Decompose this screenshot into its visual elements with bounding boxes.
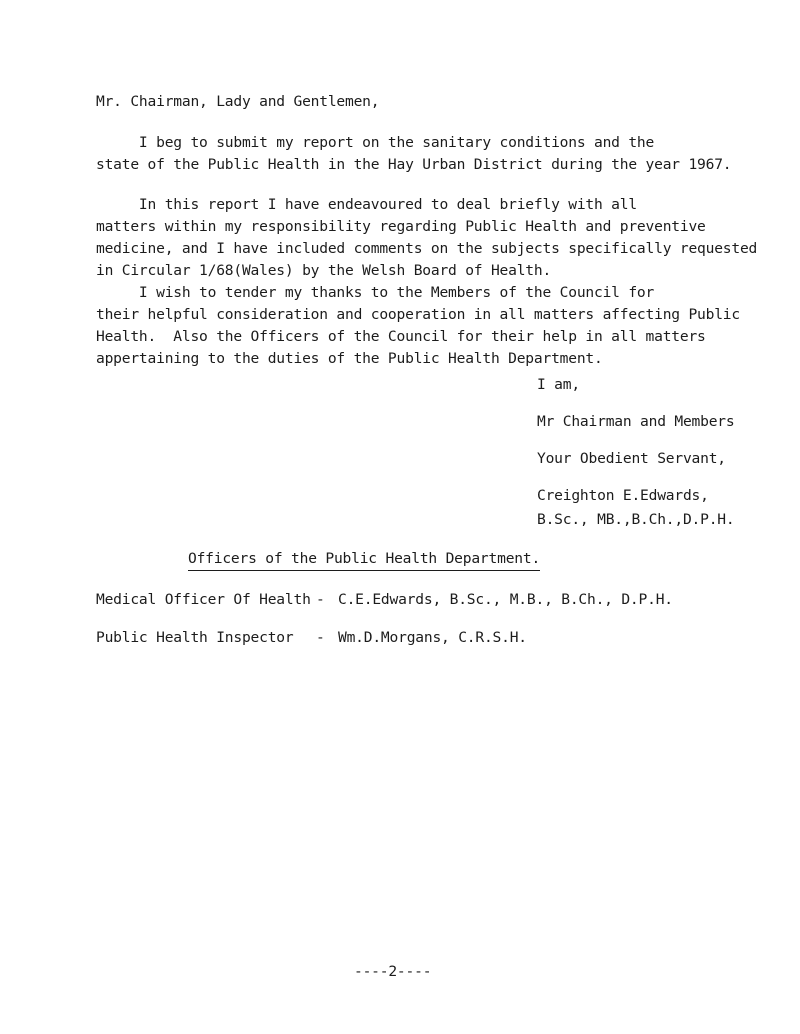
paragraph-thanks-line: I wish to tender my thanks to the Members of the Council for	[96, 284, 655, 301]
paragraph-thanks	[96, 282, 740, 370]
signatory-name: Creighton E.Edwards,	[537, 487, 709, 504]
paragraph-scope-line: in Circular 1/68(Wales) by the Welsh Board of Health.	[96, 262, 552, 279]
closing-i-am: I am,	[537, 376, 580, 393]
paragraph-thanks-line: their helpful consideration and cooperation in all matters affecting Public	[96, 306, 740, 323]
officer-dash: -	[316, 591, 325, 608]
paragraph-scope-line: In this report I have endeavoured to deal briefly with all	[96, 196, 637, 213]
closing-addressee: Mr Chairman and Members	[537, 413, 735, 430]
officer-role: Public Health Inspector	[96, 629, 294, 646]
closing-servant: Your Obedient Servant,	[537, 450, 726, 467]
page-number: ----2----	[354, 963, 432, 980]
paragraph-thanks-line: Health. Also the Officers of the Council for their help in all matters	[96, 328, 706, 345]
salutation: Mr. Chairman, Lady and Gentlemen,	[96, 93, 380, 110]
paragraph-intro-line: I beg to submit my report on the sanitary conditions and the	[96, 134, 655, 151]
paragraph-intro-line: state of the Public Health in the Hay Urban District during the year 1967.	[96, 156, 732, 173]
officer-role: Medical Officer Of Health	[96, 591, 311, 608]
officers-heading: Officers of the Public Health Department.	[188, 549, 540, 571]
officer-name: C.E.Edwards, B.Sc., M.B., B.Ch., D.P.H.	[338, 591, 673, 608]
paragraph-intro	[96, 132, 731, 176]
signatory-qualifications: B.Sc., MB.,B.Ch.,D.P.H.	[537, 511, 735, 528]
paragraph-scope-line: medicine, and I have included comments on the subjects specifically requested	[96, 240, 758, 257]
officer-name: Wm.D.Morgans, C.R.S.H.	[338, 629, 527, 646]
officer-dash: -	[316, 629, 325, 646]
paragraph-scope-line: matters within my responsibility regarding Public Health and preventive	[96, 218, 706, 235]
paragraph-thanks-line: appertaining to the duties of the Public Health Department.	[96, 350, 603, 367]
paragraph-scope	[96, 194, 757, 282]
